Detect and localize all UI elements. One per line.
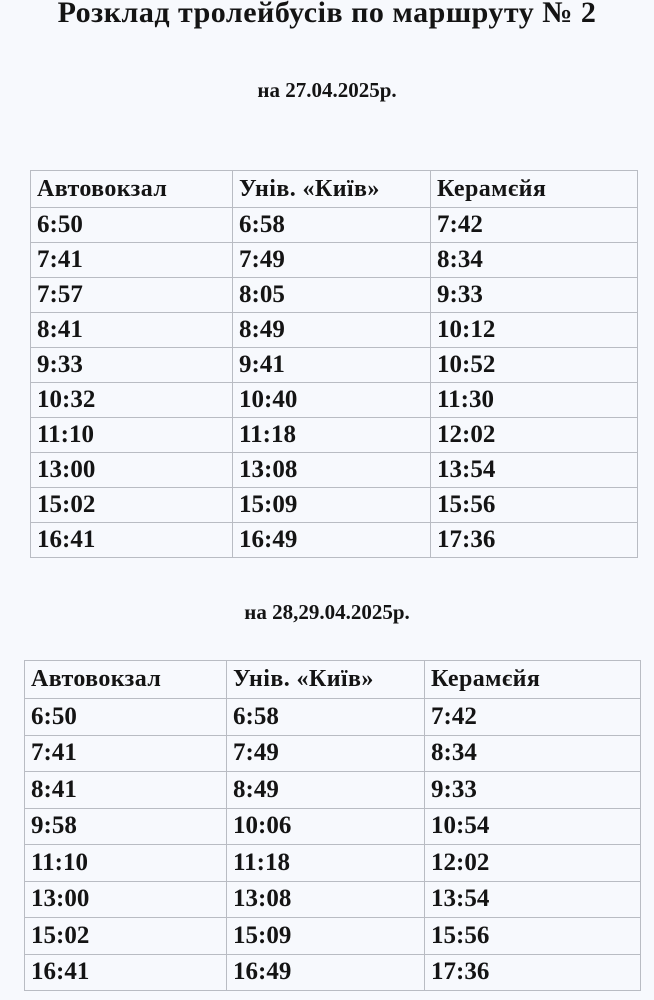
table-row	[25, 845, 641, 882]
time-cell: 6:50	[25, 699, 227, 736]
table-row	[25, 954, 641, 991]
time-cell: 17:36	[425, 954, 641, 991]
time-cell: 16:41	[25, 954, 227, 991]
table-row	[25, 918, 641, 955]
table-row	[25, 735, 641, 772]
column-header: Керамєйя	[431, 171, 638, 208]
time-cell: 9:33	[425, 772, 641, 809]
time-cell: 8:05	[233, 278, 431, 313]
table-header-row	[25, 661, 641, 699]
column-header: Автовокзал	[25, 661, 227, 699]
table-header-row	[31, 171, 638, 208]
time-cell: 7:42	[431, 208, 638, 243]
time-cell: 6:58	[233, 208, 431, 243]
table-row	[31, 418, 638, 453]
table-row	[31, 208, 638, 243]
time-cell: 13:00	[25, 881, 227, 918]
time-cell: 11:30	[431, 383, 638, 418]
time-cell: 13:08	[233, 453, 431, 488]
time-cell: 10:06	[227, 808, 425, 845]
time-cell: 11:10	[31, 418, 233, 453]
table-row	[31, 243, 638, 278]
time-cell: 16:49	[233, 523, 431, 558]
table-row	[31, 488, 638, 523]
time-cell: 11:10	[25, 845, 227, 882]
table-row	[25, 808, 641, 845]
time-cell: 11:18	[233, 418, 431, 453]
schedule-date-1: на 27.04.2025р.	[257, 78, 397, 102]
table-row	[25, 699, 641, 736]
time-cell: 7:49	[233, 243, 431, 278]
time-cell: 13:54	[425, 881, 641, 918]
schedule-table-1	[30, 170, 638, 558]
time-cell: 10:40	[233, 383, 431, 418]
table-row	[25, 881, 641, 918]
time-cell: 10:32	[31, 383, 233, 418]
time-cell: 12:02	[425, 845, 641, 882]
time-cell: 8:49	[227, 772, 425, 809]
time-cell: 16:41	[31, 523, 233, 558]
time-cell: 15:09	[227, 918, 425, 955]
table-row	[31, 453, 638, 488]
time-cell: 9:33	[31, 348, 233, 383]
table-row	[31, 348, 638, 383]
time-cell: 8:49	[233, 313, 431, 348]
time-cell: 15:56	[425, 918, 641, 955]
time-cell: 13:00	[31, 453, 233, 488]
time-cell: 6:50	[31, 208, 233, 243]
time-cell: 12:02	[431, 418, 638, 453]
schedule-date-2: на 28,29.04.2025р.	[244, 600, 410, 624]
table-row	[25, 772, 641, 809]
time-cell: 10:12	[431, 313, 638, 348]
time-cell: 13:08	[227, 881, 425, 918]
time-cell: 16:49	[227, 954, 425, 991]
time-cell: 11:18	[227, 845, 425, 882]
time-cell: 7:57	[31, 278, 233, 313]
time-cell: 7:41	[25, 735, 227, 772]
time-cell: 8:34	[425, 735, 641, 772]
time-cell: 9:58	[25, 808, 227, 845]
table-row	[31, 278, 638, 313]
time-cell: 7:49	[227, 735, 425, 772]
time-cell: 15:09	[233, 488, 431, 523]
time-cell: 15:02	[31, 488, 233, 523]
column-header: Автовокзал	[31, 171, 233, 208]
table-row	[31, 383, 638, 418]
column-header: Унів. «Київ»	[233, 171, 431, 208]
time-cell: 9:41	[233, 348, 431, 383]
time-cell: 10:52	[431, 348, 638, 383]
time-cell: 17:36	[431, 523, 638, 558]
time-cell: 6:58	[227, 699, 425, 736]
page-title: Розклад тролейбусів по маршруту № 2	[57, 0, 597, 29]
time-cell: 15:56	[431, 488, 638, 523]
time-cell: 9:33	[431, 278, 638, 313]
time-cell: 8:34	[431, 243, 638, 278]
table-row	[31, 313, 638, 348]
time-cell: 15:02	[25, 918, 227, 955]
column-header: Унів. «Київ»	[227, 661, 425, 699]
time-cell: 8:41	[25, 772, 227, 809]
schedule-table-2	[24, 660, 641, 991]
time-cell: 10:54	[425, 808, 641, 845]
column-header: Керамєйя	[425, 661, 641, 699]
time-cell: 7:42	[425, 699, 641, 736]
time-cell: 13:54	[431, 453, 638, 488]
time-cell: 7:41	[31, 243, 233, 278]
time-cell: 8:41	[31, 313, 233, 348]
table-row	[31, 523, 638, 558]
